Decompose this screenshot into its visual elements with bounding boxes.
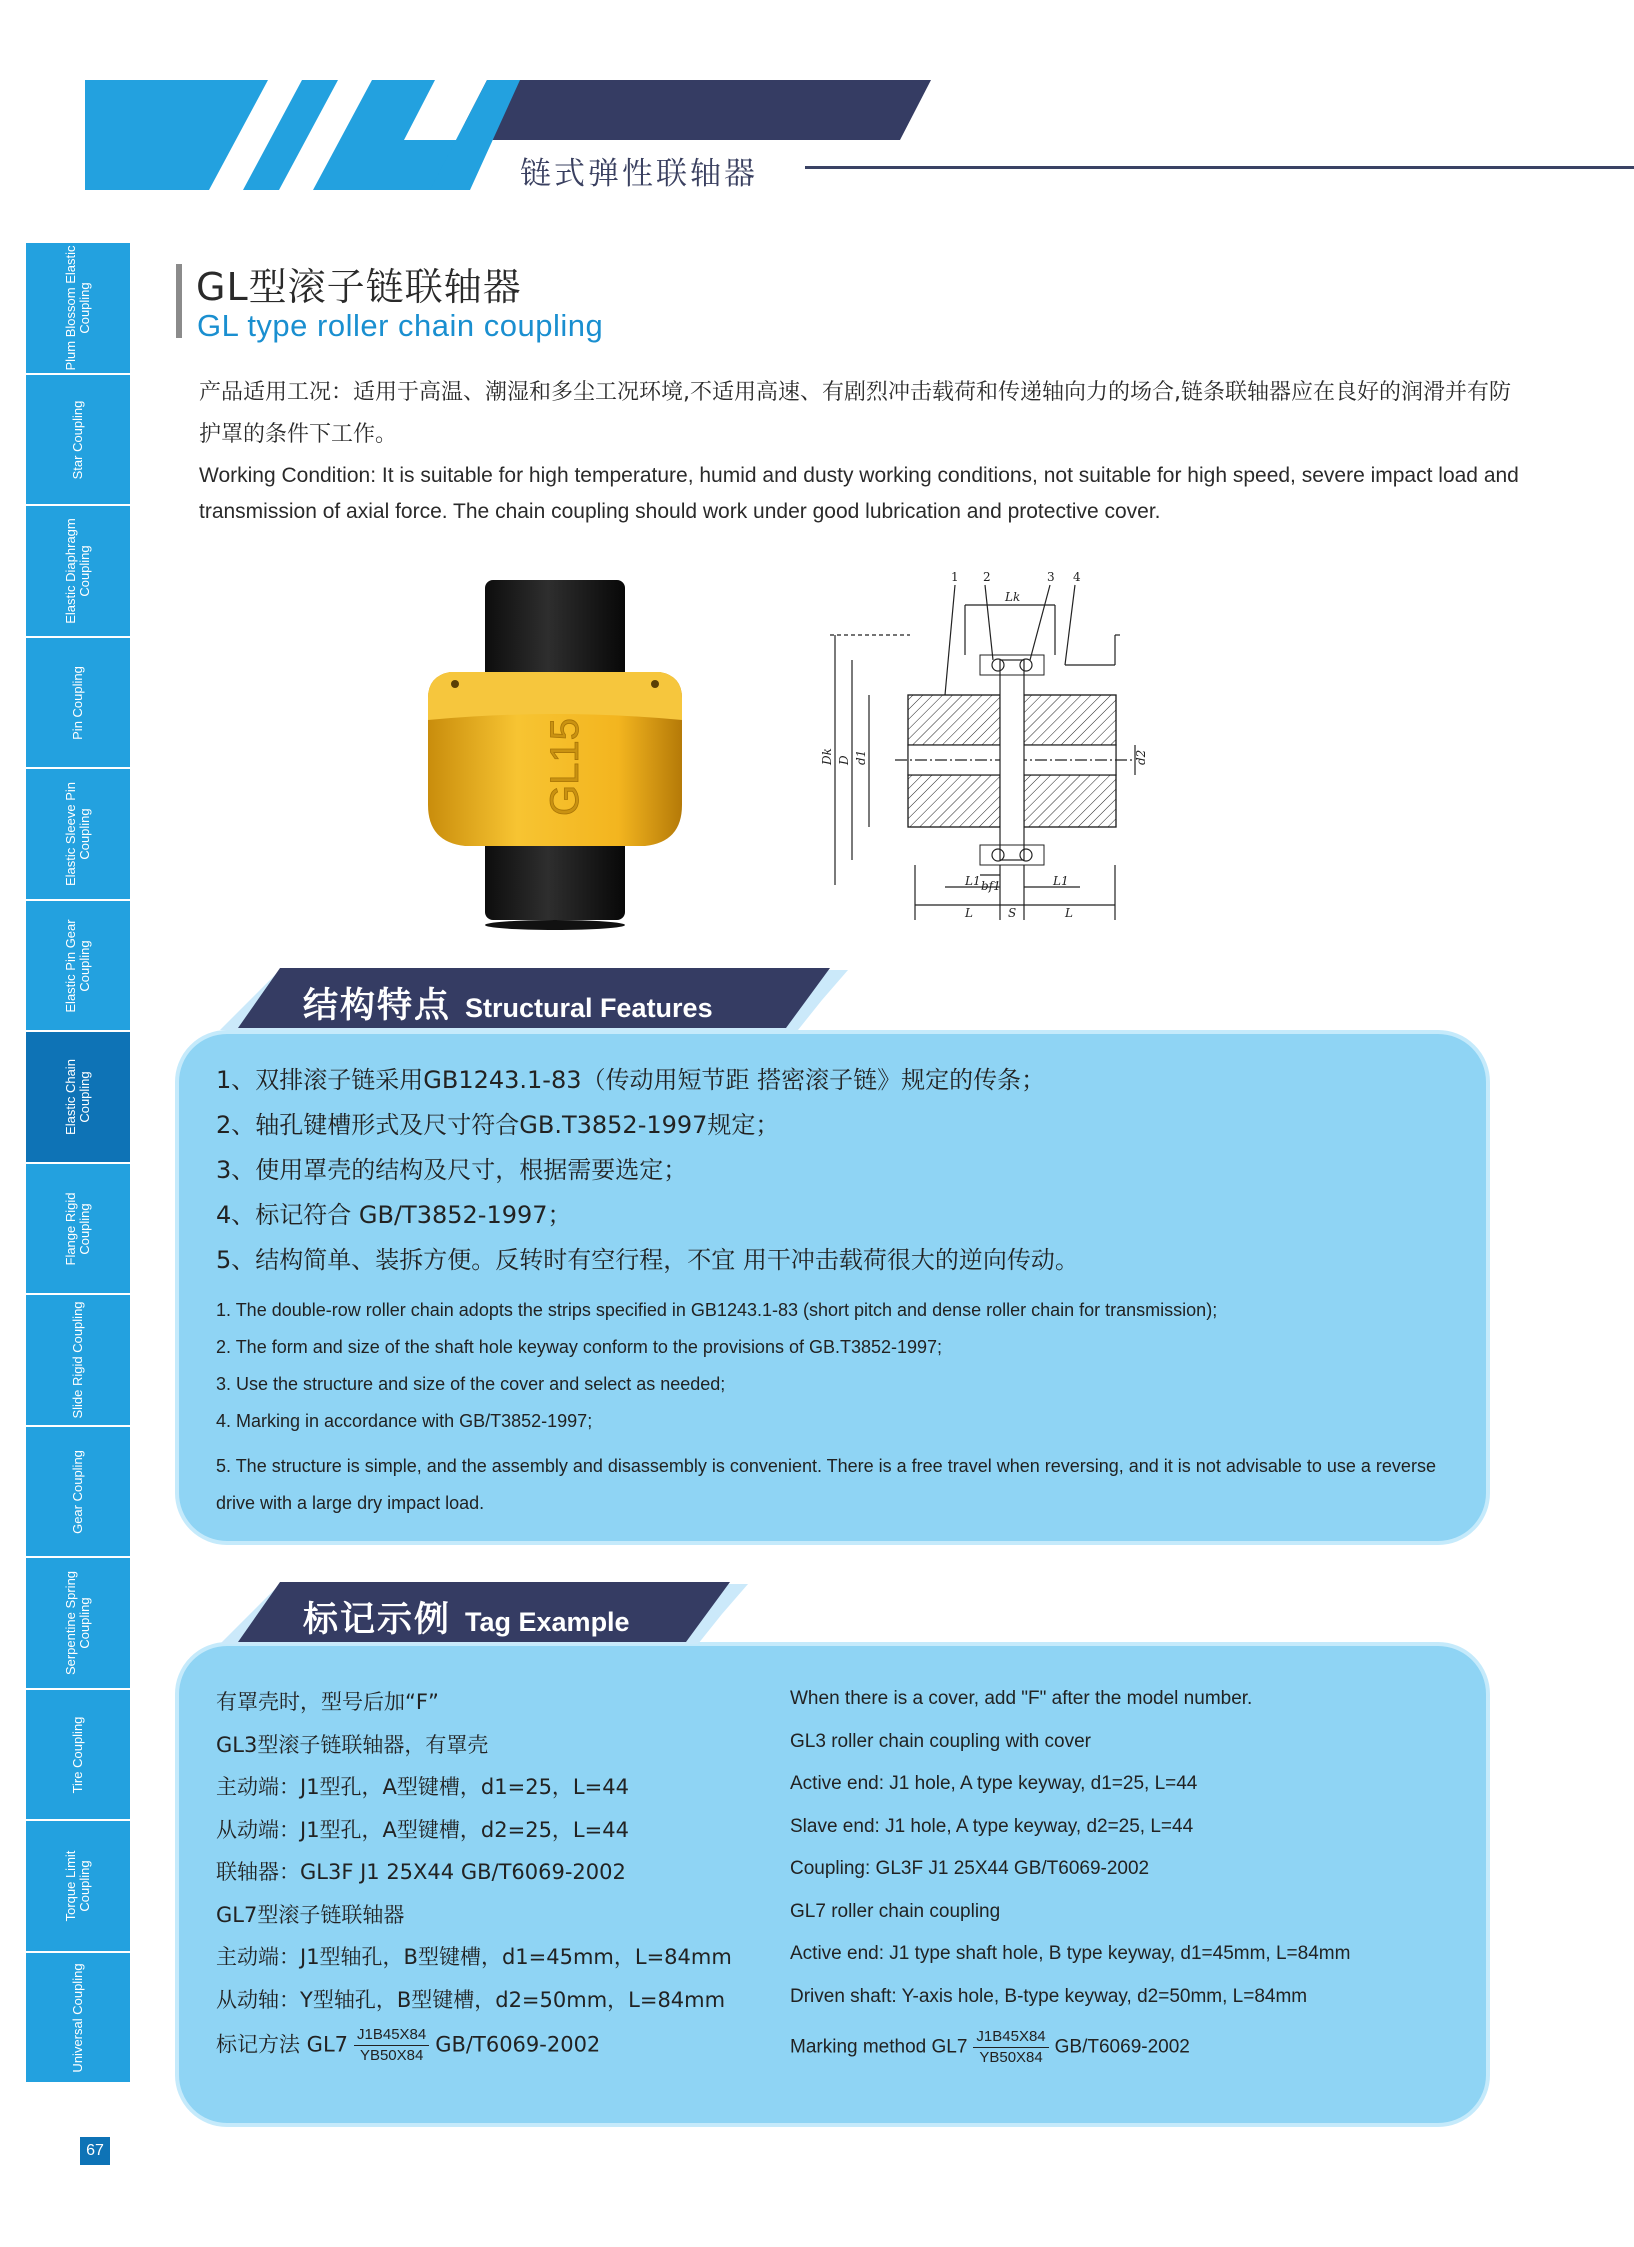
marking-fraction bbox=[354, 2025, 429, 2066]
fraction-denominator: YB50X84 bbox=[359, 2047, 424, 2064]
product-title-en: GL type roller chain coupling bbox=[197, 308, 604, 343]
sidebar-item-star[interactable] bbox=[26, 375, 130, 507]
tag-line-zh: 主动端：J1型轴孔，B型键槽，d1=45mm，L=84mm bbox=[216, 1945, 732, 1969]
tag-heading-en: Tag Example bbox=[465, 1607, 630, 1637]
sidebar-item-elastic-diaphragm[interactable] bbox=[26, 506, 130, 638]
tag-line-zh: 有罩壳时，型号后加“F” bbox=[216, 1690, 439, 1714]
sidebar-item-label: Elastic Pin Gear Coupling bbox=[63, 918, 92, 1013]
tag-line-en: When there is a cover, add "F" after the model number. bbox=[790, 1688, 1253, 1709]
product-photo bbox=[420, 580, 690, 930]
sidebar-item-label: Star Coupling bbox=[70, 400, 85, 479]
sidebar-item-label: Elastic Sleeve Pin Coupling bbox=[63, 781, 92, 887]
sidebar-item-plum-blossom[interactable] bbox=[26, 243, 130, 375]
feature-item: 5、结构简单、装拆方便。反转时有空行程，不宜 用干冲击载荷很大的逆向传动。 bbox=[216, 1246, 1079, 1274]
sidebar-item-label: Tire Coupling bbox=[70, 1716, 85, 1793]
feature-item-en: 1. The double-row roller chain adopts the strips specified in GB1243.1-83 (short pitch and dense roller chain for transmission); bbox=[216, 1300, 1218, 1320]
dim-label: d2 bbox=[1134, 749, 1148, 765]
sidebar-item-tire[interactable] bbox=[26, 1690, 130, 1822]
feature-item: 4、标记符合 GB/T3852-1997； bbox=[216, 1201, 572, 1229]
working-condition-en: Working Condition: It is suitable for high temperature, humid and dusty working conditions, not suitable for high speed, severe impact load and transmission of axial force. The chain coupling should work under good lubrication and protective cover. bbox=[199, 464, 1519, 523]
tag-line-en: Coupling: GL3F J1 25X44 GB/T6069-2002 bbox=[790, 1858, 1150, 1879]
sidebar-item-serpentine-spring[interactable] bbox=[26, 1558, 130, 1690]
tag-line-en: Active end: J1 type shaft hole, B type keyway, d1=45mm, L=84mm bbox=[790, 1943, 1351, 1964]
sidebar-item-pin[interactable] bbox=[26, 638, 130, 770]
dim-label: Dk bbox=[820, 748, 834, 765]
sidebar-item-label: Serpentine Spring Coupling bbox=[63, 1570, 92, 1676]
sidebar-item-elastic-pin-gear[interactable] bbox=[26, 901, 130, 1033]
tag-line-en: Driven shaft: Y-axis hole, B-type keyway, d2=50mm, L=84mm bbox=[790, 1986, 1308, 2007]
sidebar-item-torque-limit[interactable] bbox=[26, 1821, 130, 1953]
dim-label: L bbox=[965, 906, 973, 920]
sidebar-item-universal[interactable] bbox=[26, 1953, 130, 2085]
sidebar-item-label: Torque Limit Coupling bbox=[63, 1850, 92, 1922]
marking-standard: GB/T6069-2002 bbox=[1054, 2036, 1190, 2058]
sidebar-item-label: Pin Coupling bbox=[70, 665, 85, 740]
sidebar-item-label: Elastic Chain Coupling bbox=[63, 1059, 92, 1135]
sidebar-item-elastic-sleeve-pin[interactable] bbox=[26, 769, 130, 901]
tag-line-en: Active end: J1 hole, A type keyway, d1=25, L=44 bbox=[790, 1773, 1198, 1794]
dim-label: d1 bbox=[854, 749, 868, 765]
dim-label: L1 bbox=[965, 874, 981, 888]
sidebar-item-slide-rigid[interactable] bbox=[26, 1295, 130, 1427]
tag-line-zh: GL3型滚子链联轴器，有罩壳 bbox=[216, 1733, 489, 1757]
title-accent-bar bbox=[176, 264, 182, 338]
sidebar-item-flange-rigid[interactable] bbox=[26, 1164, 130, 1296]
features-heading-zh: 结构特点 bbox=[303, 986, 452, 1026]
sidebar-item-label: Gear Coupling bbox=[70, 1449, 85, 1534]
header-rule bbox=[805, 166, 1634, 169]
dim-label: L bbox=[1065, 906, 1073, 920]
dim-label: L1 bbox=[1053, 874, 1069, 888]
page-number: 67 bbox=[80, 2137, 110, 2165]
feature-item: 2、轴孔键槽形式及尺寸符合GB.T3852-1997规定； bbox=[216, 1111, 780, 1139]
callout-label: 4 bbox=[1073, 570, 1081, 584]
sidebar-item-label: Slide Rigid Coupling bbox=[70, 1301, 85, 1419]
feature-item-en: 5. The structure is simple, and the assembly and disassembly is convenient. There is a free travel when reversing, and it is not advisable to use a reverse drive with a large dry impact load. bbox=[216, 1456, 1436, 1513]
marking-prefix-en: Marking method GL7 bbox=[790, 2036, 968, 2058]
callout-label: 1 bbox=[951, 570, 959, 584]
tag-line-zh: 从动端：J1型孔，A型键槽，d2=25，L=44 bbox=[216, 1818, 629, 1842]
tag-line-zh: 主动端：J1型孔，A型键槽，d1=25，L=44 bbox=[216, 1775, 629, 1799]
tag-line-zh: 联轴器：GL3F J1 25X44 GB/T6069-2002 bbox=[216, 1860, 626, 1884]
dim-label: bf1 bbox=[981, 879, 1001, 893]
working-condition-zh: 产品适用工况：适用于高温、潮湿和多尘工况环境,不适用高速、有剧烈冲击载荷和传递轴向力的场合,链条联轴器应在良好的润滑并有防护罩的条件下工作。 bbox=[199, 380, 1511, 447]
callout-label: 3 bbox=[1047, 570, 1055, 584]
marking-standard: GB/T6069-2002 bbox=[435, 2032, 601, 2057]
fraction-numerator: J1B45X84 bbox=[973, 2027, 1048, 2048]
feature-item-en: 3. Use the structure and size of the cover and select as needed; bbox=[216, 1374, 726, 1394]
feature-item: 1、双排滚子链采用GB1243.1-83（传动用短节距 搭密滚子链》规定的传条； bbox=[216, 1066, 1046, 1094]
features-heading bbox=[303, 978, 713, 1028]
sidebar-nav bbox=[26, 243, 130, 2084]
sidebar-item-label: Flange Rigid Coupling bbox=[63, 1192, 92, 1265]
photo-marking: GL15 bbox=[543, 718, 587, 816]
tag-line-zh: GL7型滚子链联轴器 bbox=[216, 1903, 405, 1927]
feature-item-en: 4. Marking in accordance with GB/T3852-1997; bbox=[216, 1411, 593, 1431]
sidebar-item-elastic-chain[interactable] bbox=[26, 1032, 130, 1164]
feature-item: 3、使用罩壳的结构及尺寸，根据需要选定； bbox=[216, 1156, 688, 1184]
marking-prefix-zh: 标记方法 GL7 bbox=[216, 2032, 349, 2057]
sidebar-item-label: Elastic Diaphragm Coupling bbox=[63, 518, 92, 624]
header-title: 链式弹性联轴器 bbox=[520, 156, 758, 192]
tag-line-en: Slave end: J1 hole, A type keyway, d2=25, L=44 bbox=[790, 1816, 1194, 1837]
tag-heading bbox=[303, 1592, 630, 1642]
sidebar-item-gear[interactable] bbox=[26, 1427, 130, 1559]
header-banner bbox=[0, 0, 1634, 200]
tag-line-zh: 从动轴：Y型轴孔，B型键槽，d2=50mm，L=84mm bbox=[216, 1988, 726, 2012]
dim-label: D bbox=[837, 755, 851, 765]
dim-label: S bbox=[1008, 906, 1017, 920]
dim-label: Lk bbox=[1005, 590, 1021, 604]
feature-item-en: 2. The form and size of the shaft hole keyway conform to the provisions of GB.T3852-1997; bbox=[216, 1337, 943, 1357]
fraction-numerator: J1B45X84 bbox=[354, 2025, 429, 2046]
marking-fraction bbox=[973, 2027, 1048, 2068]
fraction-denominator: YB50X84 bbox=[979, 2049, 1043, 2066]
features-heading-en: Structural Features bbox=[465, 993, 713, 1023]
tag-heading-zh: 标记示例 bbox=[303, 1600, 452, 1640]
marking-method-zh bbox=[216, 2025, 600, 2066]
sidebar-item-label: Universal Coupling bbox=[70, 1962, 85, 2073]
marking-method-en bbox=[790, 2027, 1190, 2068]
sidebar-item-label: Plum Blossom Elastic Coupling bbox=[63, 245, 92, 371]
callout-label: 2 bbox=[983, 570, 991, 584]
technical-drawing bbox=[815, 565, 1215, 935]
tag-line-en: GL3 roller chain coupling with cover bbox=[790, 1731, 1091, 1752]
product-title-zh: GL型滚子链联轴器 bbox=[196, 265, 522, 309]
tag-line-en: GL7 roller chain coupling bbox=[790, 1901, 1001, 1922]
